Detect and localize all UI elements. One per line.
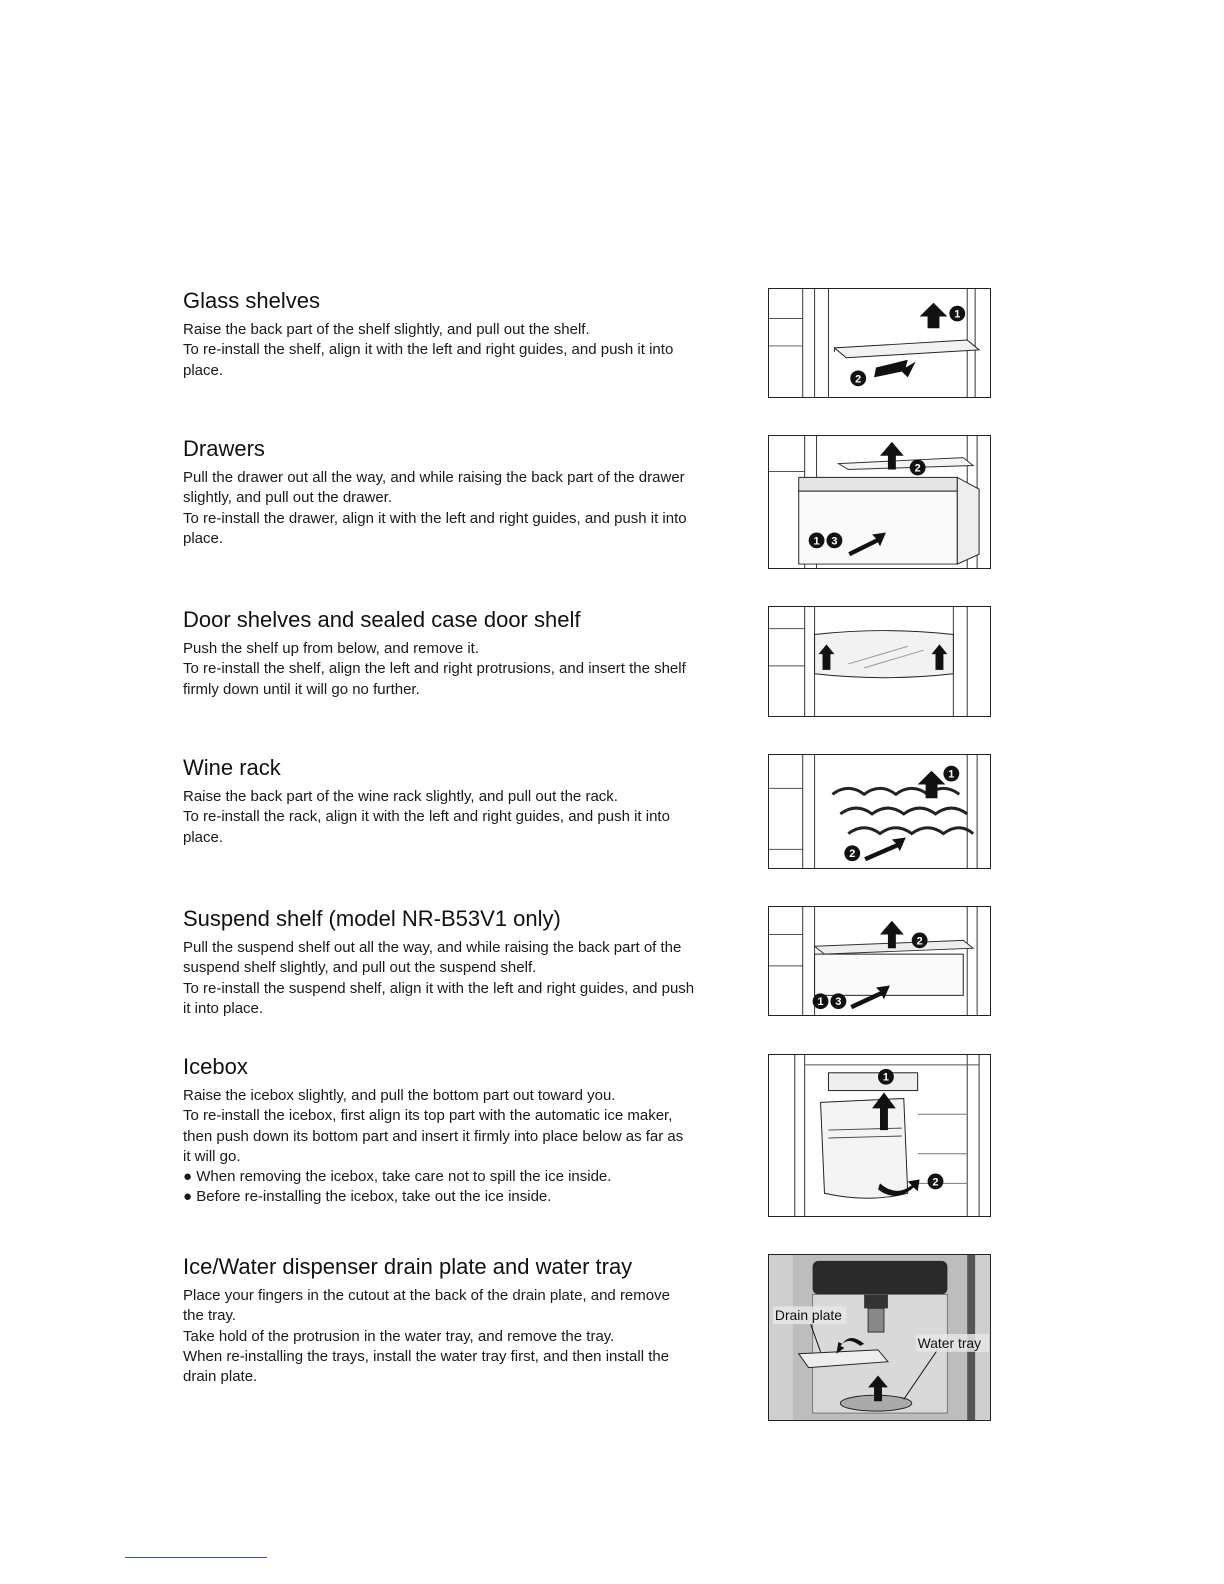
instruction-line: To re-install the shelf, align it with the left and right guides, and push it into: [183, 341, 674, 359]
section-wine-rack: [183, 755, 758, 848]
instruction-line: place.: [183, 529, 224, 547]
suspend-shelf-illustration: [768, 906, 991, 1016]
instruction-line: Raise the back part of the shelf slightly, and pull out the shelf.: [183, 321, 590, 338]
instruction-line: then push down its bottom part and insert it firmly into place below as far as: [183, 1127, 684, 1145]
step-2-label: 2: [855, 373, 862, 386]
instruction-line: slightly, and pull out the drawer.: [183, 489, 393, 507]
step-2-label: 2: [914, 462, 921, 475]
dispenser-illustration: [768, 1254, 991, 1421]
step-3-label: 3: [831, 535, 838, 548]
section-title: Drawers: [183, 436, 265, 461]
section-title: Ice/Water dispenser drain plate and water tray: [183, 1254, 633, 1279]
icebox-illustration: [768, 1054, 991, 1217]
section-title: Glass shelves: [183, 288, 320, 313]
instruction-line: Take hold of the protrusion in the water tray, and remove the tray.: [183, 1327, 615, 1345]
section-drawers: [183, 436, 758, 549]
wine-rack-illustration: [768, 754, 991, 869]
glass-shelf-illustration: [768, 288, 991, 398]
step-2-label: 2: [916, 935, 923, 948]
instruction-line: suspend shelf slightly, and pull out the suspend shelf.: [183, 959, 537, 977]
section-door-shelves: [183, 607, 758, 700]
instruction-line: When re-installing the trays, install the water tray first, and then install the: [183, 1347, 670, 1365]
section-title: Icebox: [183, 1054, 248, 1079]
instruction-line: To re-install the icebox, first align its top part with the automatic ice maker,: [183, 1107, 673, 1125]
step-2-label: 2: [849, 848, 856, 861]
instruction-line: ● When removing the icebox, take care not to spill the ice inside.: [183, 1168, 612, 1186]
instruction-line: To re-install the drawer, align it with the left and right guides, and push it into: [183, 509, 687, 527]
footnote-divider: [125, 1557, 267, 1558]
instruction-line: Raise the icebox slightly, and pull the bottom part out toward you.: [183, 1087, 616, 1104]
instruction-line: To re-install the rack, align it with the left and right guides, and push it into: [183, 808, 670, 826]
drain-plate-label: Drain plate: [774, 1307, 843, 1324]
instruction-line: Pull the suspend shelf out all the way, and while raising the back part of the: [183, 939, 682, 956]
step-1-label: 1: [948, 768, 955, 781]
step-1-label: 1: [813, 535, 820, 548]
door-shelf-illustration: [768, 606, 991, 717]
instruction-line: place.: [183, 361, 224, 379]
instruction-line: To re-install the suspend shelf, align it with the left and right guides, and push: [183, 979, 695, 997]
instruction-line: it into place.: [183, 999, 264, 1017]
instruction-line: place.: [183, 828, 224, 846]
section-title: Door shelves and sealed case door shelf: [183, 607, 581, 632]
section-title: Wine rack: [183, 755, 281, 780]
water-tray-label: Water tray: [917, 1334, 982, 1351]
drawer-illustration: [768, 435, 991, 569]
instruction-line: firmly down until it will go no further.: [183, 680, 420, 698]
step-2-label: 2: [932, 1176, 939, 1189]
section-title: Suspend shelf (model NR-B53V1 only): [183, 906, 561, 931]
step-1-label: 1: [882, 1071, 889, 1084]
step-1-label: 1: [817, 996, 824, 1009]
step-1-label: 1: [954, 308, 961, 321]
step-3-label: 3: [835, 996, 842, 1009]
instruction-line: Pull the drawer out all the way, and while raising the back part of the drawer: [183, 469, 685, 486]
instruction-line: Push the shelf up from below, and remove it.: [183, 640, 479, 657]
instruction-line: Place your fingers in the cutout at the back of the drain plate, and remove: [183, 1287, 670, 1304]
section-glass-shelves: [183, 288, 758, 381]
section-dispenser: [183, 1254, 758, 1387]
instruction-line: it will go.: [183, 1147, 241, 1165]
instruction-line: drain plate.: [183, 1368, 258, 1386]
section-icebox: [183, 1054, 758, 1208]
instruction-line: Raise the back part of the wine rack slightly, and pull out the rack.: [183, 788, 618, 805]
instruction-line: To re-install the shelf, align the left and right protrusions, and insert the shelf: [183, 660, 686, 678]
instruction-line: ● Before re-installing the icebox, take out the ice inside.: [183, 1188, 552, 1206]
instruction-line: the tray.: [183, 1307, 237, 1325]
section-suspend-shelf: [183, 906, 758, 1019]
